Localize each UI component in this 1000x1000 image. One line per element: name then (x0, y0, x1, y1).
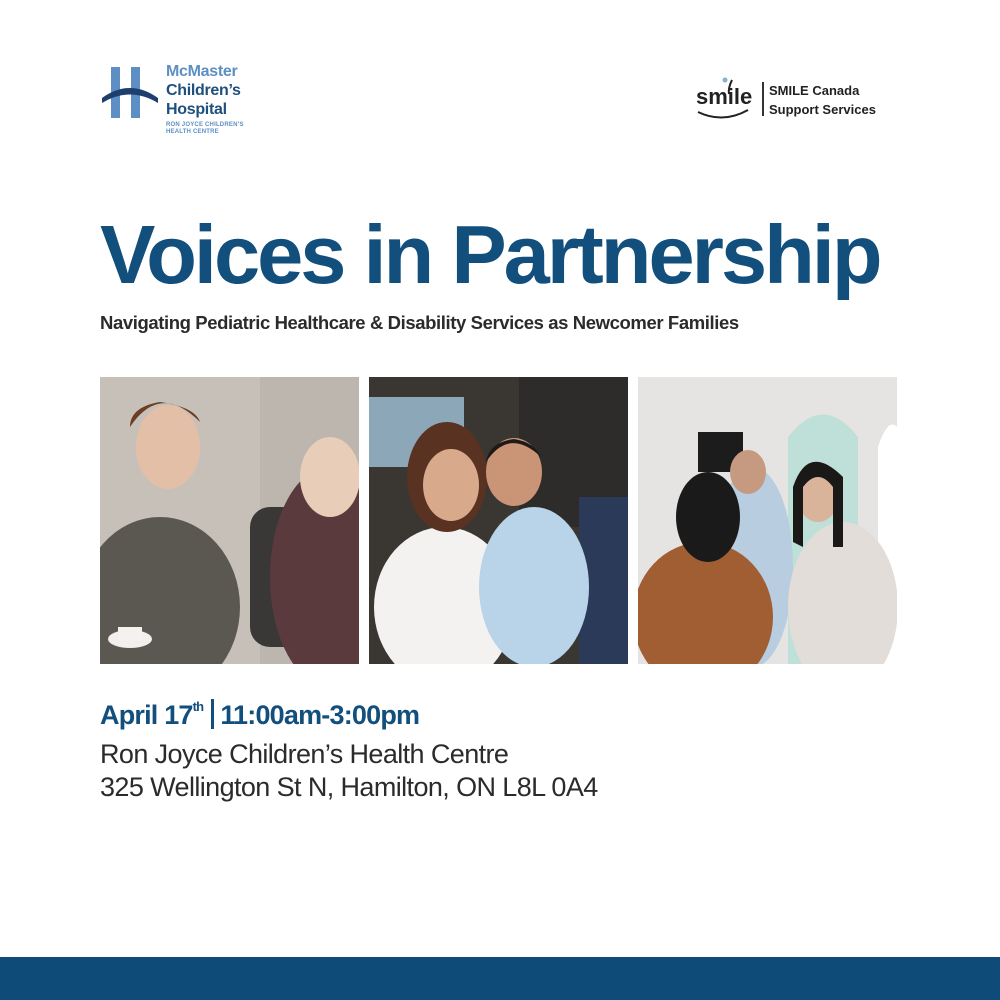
mcmaster-wordmark (166, 62, 244, 136)
smile-divider (762, 82, 764, 116)
smile-canada-logo (687, 74, 897, 122)
support-services-name: Support Services (769, 102, 876, 117)
event-address: 325 Wellington St N, Hamilton, ON L8L 0A4 (100, 772, 598, 802)
event-date: April 17 (100, 700, 193, 730)
mcmaster-logo (100, 62, 270, 142)
footer-bar (0, 957, 1000, 1000)
photo-women-conversing (638, 377, 897, 664)
date-time-divider (211, 699, 214, 729)
smile-wordmark-icon (692, 74, 754, 122)
childrens-name: Children’s (166, 82, 241, 99)
page-subtitle: Navigating Pediatric Healthcare & Disability Services as Newcomer Families (100, 312, 739, 333)
event-date-suffix: th (192, 699, 204, 714)
hospital-name: Hospital (166, 101, 227, 118)
event-venue: Ron Joyce Children’s Health Centre (100, 739, 509, 769)
page-title: Voices in Partnership (100, 208, 880, 301)
event-time: 11:00am-3:00pm (220, 700, 420, 730)
mcmaster-name: McMaster (166, 63, 238, 80)
event-date-time (100, 700, 419, 732)
photo-woman-gesturing (100, 377, 359, 664)
event-location (100, 738, 598, 804)
smile-canada-name: SMILE Canada (769, 83, 860, 98)
photo-mother-hugging-son (369, 377, 628, 664)
health-centre-line2: HEALTH CENTRE (166, 129, 219, 135)
smile-mark-text: smile (696, 84, 753, 109)
health-centre-line1: RON JOYCE CHILDREN’S (166, 122, 244, 128)
hospital-h-arc-icon (100, 64, 160, 120)
smile-wordmark (769, 81, 897, 119)
